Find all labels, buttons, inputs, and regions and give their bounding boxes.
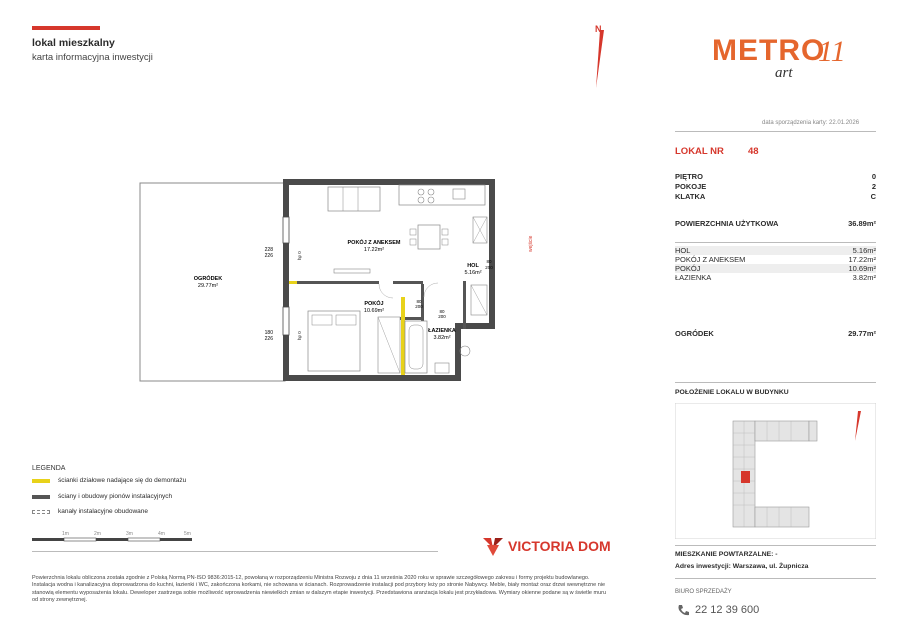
scale-bar <box>32 528 195 542</box>
plan-room-label: POKÓJ <box>364 301 384 307</box>
north-arrow-icon <box>584 22 614 90</box>
phone-number[interactable]: 22 12 39 600 <box>695 604 760 616</box>
position-title: POŁOŻENIE LOKALU W BUDYNKU <box>675 389 789 396</box>
plan-hall-label: HOL <box>467 263 479 269</box>
divider <box>32 551 438 552</box>
legend-item: kanały instalacyjne obudowane <box>32 508 148 515</box>
dim-label: 226 <box>264 336 273 342</box>
scale-tick: 1m <box>62 531 69 537</box>
usable-area: POWIERZCHNIA UŻYTKOWA 36.89m² <box>675 219 876 228</box>
victoria-dom-icon <box>482 535 504 557</box>
logo-number: 11 <box>818 35 846 68</box>
sales-label: BIURO SPRZEDAŻY <box>675 589 732 595</box>
brand-logo: VICTORIA DOM <box>482 535 611 557</box>
legend-title: LEGENDA <box>32 465 66 472</box>
scale-tick: 5m <box>184 531 191 537</box>
unit-marker <box>741 471 750 483</box>
scale-tick: 2m <box>94 531 101 537</box>
dim-label: 200 <box>485 265 493 270</box>
hp-label: hp 0 <box>297 331 302 340</box>
scale-tick: 4m <box>158 531 165 537</box>
dim-label: 80 <box>439 309 445 314</box>
repeat-info: MIESZKANIE POWTARZALNE: - <box>675 551 778 558</box>
entry-label: wejście <box>528 235 534 252</box>
divider <box>675 242 876 243</box>
lokal-label: LOKAL NR <box>675 146 724 157</box>
building-map <box>675 403 876 539</box>
room-row: ŁAZIENKA 3.82m² <box>675 273 876 282</box>
room-row: POKÓJ 10.69m² <box>675 264 876 273</box>
dim-label: 180 <box>264 330 273 336</box>
logo-art: art <box>775 65 793 81</box>
dim-label: 80 <box>486 259 492 264</box>
dim-label: 228 <box>264 247 273 253</box>
address: Adres inwestycji: Warszawa, ul. Żupnicza <box>675 563 809 570</box>
scale-tick: 3m <box>126 531 133 537</box>
header-accent-bar <box>32 26 100 30</box>
date-label: data sporządzenia karty: 22.01.2026 <box>762 120 860 126</box>
detail-staircase: KLATKA C <box>675 192 876 201</box>
detail-rooms: POKOJE 2 <box>675 182 876 191</box>
room-row: POKÓJ Z ANEKSEM 17.22m² <box>675 255 876 264</box>
plan-living-label: POKÓJ Z ANEKSEM <box>347 240 401 246</box>
legend-item: ścianki działowe nadające się do demontażu <box>32 477 186 484</box>
north-label: N <box>595 24 602 34</box>
garden-row: OGRÓDEK 29.77m² <box>675 329 876 338</box>
logo-metro: METRO <box>712 34 826 67</box>
divider <box>675 578 876 579</box>
plan-garden-area: 29.77m² <box>197 283 219 289</box>
divider <box>675 545 876 546</box>
garden-area <box>140 183 285 381</box>
dim-label: 226 <box>264 253 273 259</box>
room-row: HOL 5.16m² <box>675 246 876 255</box>
dim-label: 80 <box>416 299 422 304</box>
lokal-number: 48 <box>748 146 759 157</box>
page-title: lokal mieszkalny <box>32 37 115 49</box>
phone-icon <box>677 604 689 616</box>
detail-floor: PIĘTRO 0 <box>675 172 876 181</box>
legend-swatch <box>32 495 50 499</box>
legend-swatch <box>32 479 50 483</box>
hp-label: hp 0 <box>297 251 302 260</box>
plan-garden-label: OGRÓDEK <box>193 276 223 282</box>
floor-plan <box>138 177 498 387</box>
plan-room-area: 10.69m² <box>363 308 385 314</box>
plan-bath-area: 3.82m² <box>433 335 451 341</box>
divider <box>675 131 876 132</box>
legend-swatch <box>32 510 50 514</box>
plan-living-area: 17.22m² <box>363 247 385 253</box>
divider <box>675 382 876 383</box>
disclaimer: Powierzchnia lokalu obliczona została zgodnie z Polską Normą PN-ISO 9836:2015-12, powołaną w rozporządzeniu Ministra Rozwoju z dnia 11 września 2020 roku w sprawie szczegółowego zakresu i formy projektu budowlanego. Instalacja wodna i kanalizacyjna doprowadzona do kuchni, łazienki i WC, zakończona korkami, nie schowana w ścianach. Rozprowadzenie instalacji pod przybory leży po stronie Nabywcy. Meble, biały montaż oraz drzwi wewnętrzne nie stanowią elementu wyposażenia lokalu. Deweloper zastrzega sobie możliwość wprowadzenia niewielkich zmian w dalszym etapie inwestycji. Przedstawiona aranżacja lokalu jest przykładowa. Wymiary okienne podane są w świetle muru od strony zewnętrznej. <box>32 575 607 604</box>
plan-hall-area: 5.16m² <box>464 270 482 276</box>
page-subtitle: karta informacyjna inwestycji <box>32 52 153 63</box>
legend-item: ściany i obudowy pionów instalacyjnych <box>32 493 172 500</box>
dim-label: 200 <box>438 314 446 319</box>
plan-bath-label: ŁAZIENKA <box>428 328 456 334</box>
dim-label: 200 <box>415 304 423 309</box>
